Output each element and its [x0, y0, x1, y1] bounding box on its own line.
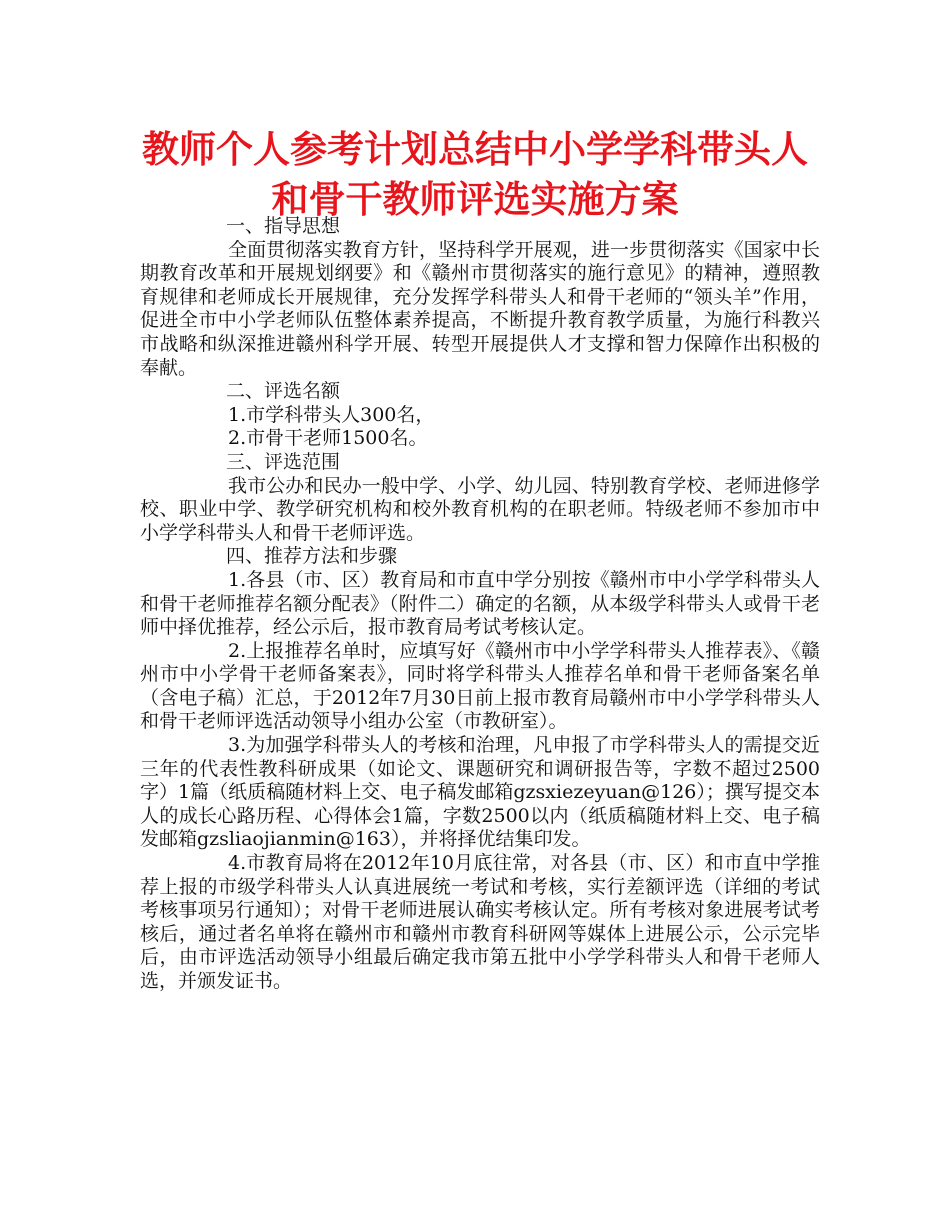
paragraph-procedure-step-1: 1.各县（市、区）教育局和市直中学分别按《赣州市中小学学科带头人和骨干老师推荐名额分配表》（附件二）确定的名额，从本级学科带头人或骨干老师中择优推荐，经公示后，报市教育局考试考核认定。	[140, 568, 820, 639]
paragraph-scope: 我市公办和民办一般中学、小学、幼儿园、特别教育学校、老师进修学校、职业中学、教学研究机构和校外教育机构的在职老师。特级老师不参加市中小学学科带头人和骨干老师评选。	[140, 474, 820, 544]
paragraph-procedure-step-3: 3.为加强学科带头人的考核和治理，凡申报了市学科带头人的需提交近三年的代表性教科研成果（如论文、课题研究和调研报告等，字数不超过2500字）1篇（纸质稿随材料上交、电子稿发邮箱gzsxiezeyuan@126）；撰写提交本人的成长心路历程、心得体会1篇，字数2500以内（纸质稿随材料上交、电子稿发邮箱gzsliaojianmin@163），并将择优结集印发。	[140, 734, 820, 851]
section-heading-scope: 三、评选范围	[226, 450, 341, 473]
section-heading-procedure: 四、推荐方法和步骤	[226, 545, 398, 568]
paragraph-procedure-step-2: 2.上报推荐名单时，应填写好《赣州市中小学学科带头人推荐表》、《赣州市中小学骨干老师备案表》，同时将学科带头人推荐名单和骨干老师备案名单（含电子稿）汇总，于2012年7月30日前上报市教育局赣州市中小学学科带头人和骨干老师评选活动领导小组办公室（市教研室）。	[140, 639, 820, 733]
title-line-1: 教师个人参考计划总结中小学学科带头人	[142, 128, 808, 171]
quota-item-key-teachers: 2.市骨干老师1500名。	[228, 427, 428, 450]
document-title	[120, 125, 830, 225]
section-heading-guiding-ideology: 一、指导思想	[226, 215, 341, 237]
document-body	[140, 215, 820, 994]
quota-item-subject-leaders: 1.市学科带头人300名，	[228, 403, 435, 426]
paragraph-procedure-step-4: 4.市教育局将在2012年10月底往常，对各县（市、区）和市直中学推荐上报的市级学科带头人认真进展统一考试和考核，实行差额评选（详细的考试考核事项另行通知）；对骨干老师进展认确实考核认定。所有考核对象进展考试考核后，通过者名单将在赣州市和赣州市教育科研网等媒体上进展公示，公示完毕后，由市评选活动领导小组最后确定我市第五批中小学学科带头人和骨干老师人选，并颁发证书。	[140, 852, 820, 992]
section-heading-quota: 二、评选名额	[226, 380, 341, 403]
paragraph-guiding-ideology: 全面贯彻落实教育方针，坚持科学开展观，进一步贯彻落实《国家中长期教育改革和开展规划纲要》和《赣州市贯彻落实的施行意见》的精神，遵照教育规律和老师成长开展规律，充分发挥学科带头人和骨干老师的“领头羊”作用，促进全市中小学老师队伍整体素养提高，不断提升教育教学质量，为施行科教兴市战略和纵深推进赣州科学开展、转型开展提供人才支撑和智力保障作出积极的奉献。	[140, 238, 820, 379]
title-line-2: 和骨干教师评选实施方案	[271, 178, 679, 221]
